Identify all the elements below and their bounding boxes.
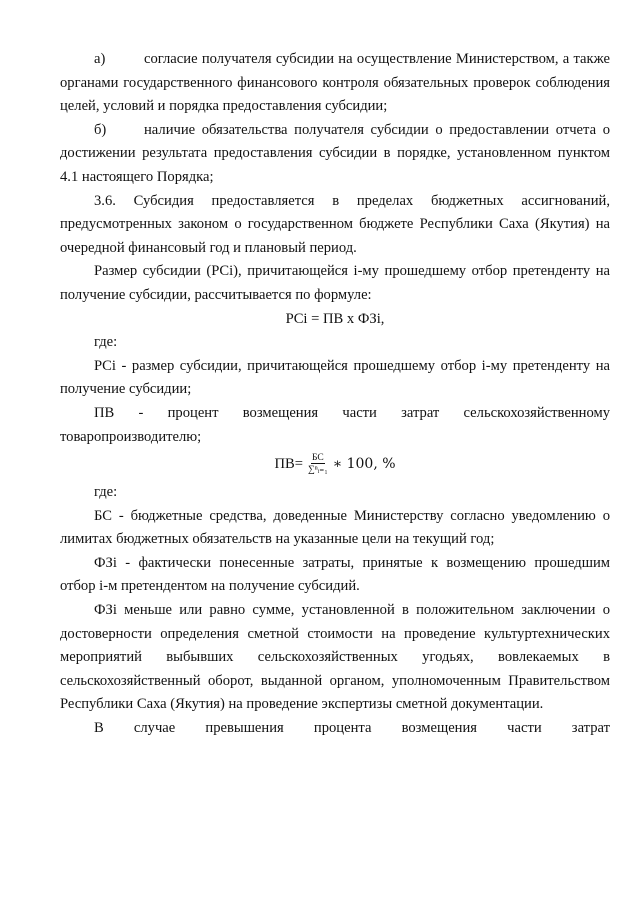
formula-pv-tail: ∗ 100, % xyxy=(332,456,396,473)
formula-pv-fraction xyxy=(307,453,329,475)
paragraph-subsidy-size: Размер субсидии (PCi), причитающейся i-му прошедшему отбор претенденту на получение субсидии, рассчитывается по формуле: xyxy=(60,263,610,303)
formula-pv-denominator: ∑ⁿᵢ₌₁ xyxy=(307,465,328,476)
formula-pci: PCi = ПВ х ФЗi, xyxy=(285,310,385,327)
list-item-b xyxy=(60,119,610,190)
list-item-a-text: согласие получателя субсидии на осуществление Министерством, а также органами государственного финансового контроля обязательных проверок соблюдения целей, условий и порядка предоставления субсидии; xyxy=(60,51,610,115)
formula-pv xyxy=(60,453,610,475)
where-label-2: где: xyxy=(94,484,118,501)
list-marker-a: а) xyxy=(94,51,106,67)
formula-pv-lhs: ПВ= xyxy=(274,456,303,473)
where-label-1: где: xyxy=(94,334,118,351)
definition-pv: ПВ - процент возмещения части затрат сельскохозяйственному товаропроизводителю; xyxy=(60,404,610,445)
definition-pci: PCi - размер субсидии, причитающейся прошедшему отбор i-му претенденту на получение субсидии; xyxy=(60,357,610,398)
list-item-b-text: наличие обязательства получателя субсидии о предоставлении отчета о достижении результата предоставления субсидии в порядке, установленном пунктом 4.1 настоящего Порядка; xyxy=(60,121,610,185)
paragraph-excess: В случае превышения процента возмещения части затрат xyxy=(94,720,610,737)
list-marker-b: б) xyxy=(94,121,107,138)
paragraph-fzi-limit: ФЗi меньше или равно сумме, установленной в положительном заключении о достоверности определения сметной стоимости на проведение культуртехнических мероприятий выбывших сельскохозяйственных угодьях, вовлекаемых в сельскохозяйственный оборот, выданной органом, уполномоченным Правительством Республики Саха (Якутия) на проведение экспертизы сметной документации. xyxy=(60,602,610,713)
formula-pv-numerator: БС xyxy=(311,453,324,464)
definition-bs: БС - бюджетные средства, доведенные Министерству согласно уведомлению о лимитах бюджетных обязательств на указанные цели на текущий год; xyxy=(60,507,610,548)
definition-fzi: ФЗi - фактически понесенные затраты, принятые к возмещению прошедшим отбор i-м претендентом на получение субсидий. xyxy=(60,554,610,595)
paragraph-3-6: 3.6. Субсидия предоставляется в пределах бюджетных ассигнований, предусмотренных законом о государственном бюджете Республики Саха (Якутия) на очередной финансовый год и плановый период. xyxy=(60,192,610,256)
list-item-a xyxy=(60,48,610,119)
